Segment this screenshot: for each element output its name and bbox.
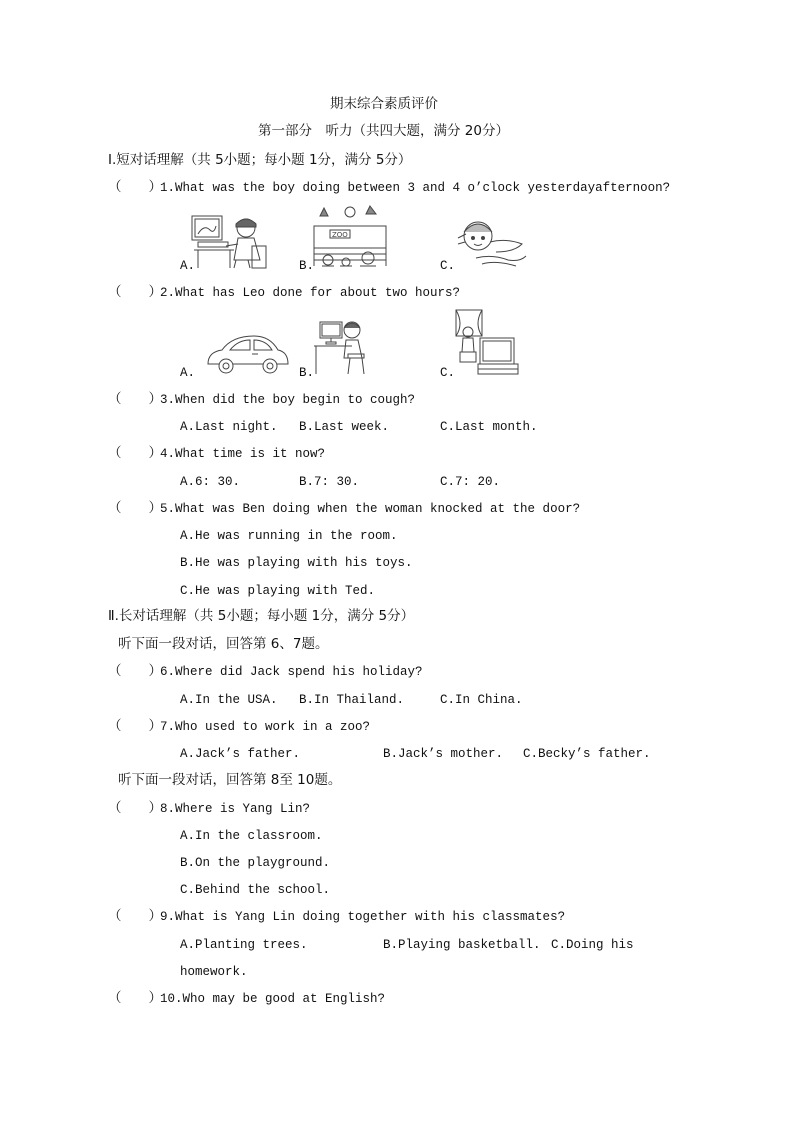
q7-option-b[interactable]: B.Jack’s mother.: [383, 747, 504, 761]
question-6-stem: 6.Where did Jack spend his holiday?: [160, 665, 423, 679]
q3-option-a[interactable]: A.Last night.: [180, 420, 278, 434]
q5-option-c[interactable]: C.He was playing with Ted.: [180, 584, 376, 598]
q9-option-b[interactable]: B.Playing basketball.: [383, 938, 541, 952]
q7-option-c[interactable]: C.Becky’s father.: [523, 747, 651, 761]
question-10-stem: 10.Who may be good at English?: [160, 992, 386, 1006]
svg-text:ZOO: ZOO: [332, 231, 348, 239]
question-2-stem: 2.What has Leo done for about two hours?: [160, 286, 461, 300]
q8-option-b[interactable]: B.On the playground.: [180, 856, 331, 870]
q9-option-c[interactable]: C.Doing his: [551, 938, 634, 952]
q9-option-a[interactable]: A.Planting trees.: [180, 938, 308, 952]
section-2-instruction-1: 听下面一段对话，回答第 6、7题。: [118, 636, 329, 652]
answer-blank-6[interactable]: （ ）: [108, 663, 162, 679]
q3-option-b[interactable]: B.Last week.: [299, 420, 390, 434]
q4-option-c[interactable]: C.7: 20.: [440, 475, 501, 489]
answer-blank-1[interactable]: （ ）: [108, 179, 162, 195]
q6-option-a[interactable]: A.In the USA.: [180, 693, 278, 707]
q8-option-a[interactable]: A.In the classroom.: [180, 829, 323, 843]
q5-option-b[interactable]: B.He was playing with his toys.: [180, 556, 413, 570]
q6-option-b[interactable]: B.In Thailand.: [299, 693, 405, 707]
question-8-stem: 8.Where is Yang Lin?: [160, 802, 311, 816]
section-2-instruction-2: 听下面一段对话，回答第 8至 10题。: [118, 772, 342, 788]
question-3-stem: 3.When did the boy begin to cough?: [160, 393, 416, 407]
car-illustration: [204, 332, 290, 376]
q6-option-c[interactable]: C.In China.: [440, 693, 523, 707]
q7-option-a[interactable]: A.Jack’s father.: [180, 747, 301, 761]
q9-option-c-continued: homework.: [180, 965, 248, 979]
q5-option-a[interactable]: A.He was running in the room.: [180, 529, 398, 543]
answer-blank-3[interactable]: （ ）: [108, 391, 162, 407]
answer-blank-9[interactable]: （ ）: [108, 908, 162, 924]
answer-blank-4[interactable]: （ ）: [108, 445, 162, 461]
page-title: 期末综合素质评价: [330, 96, 438, 112]
q2-option-b[interactable]: B.: [299, 366, 315, 380]
section-2-heading: Ⅱ.长对话理解（共 5小题；每小题 1分，满分 5分）: [108, 608, 415, 624]
q3-option-c[interactable]: C.Last month.: [440, 420, 538, 434]
question-7-stem: 7.Who used to work in a zoo?: [160, 720, 371, 734]
q1-option-b[interactable]: B.: [299, 259, 315, 273]
answer-blank-5[interactable]: （ ）: [108, 500, 162, 516]
swimming-child-illustration: [456, 214, 528, 272]
q2-option-a[interactable]: A.: [180, 366, 196, 380]
answer-blank-7[interactable]: （ ）: [108, 718, 162, 734]
q2-option-c[interactable]: C.: [440, 366, 456, 380]
zoo-animals-illustration: [310, 204, 390, 270]
tv-room-illustration: [452, 308, 522, 378]
question-4-stem: 4.What time is it now?: [160, 447, 326, 461]
answer-blank-2[interactable]: （ ）: [108, 284, 162, 300]
q4-option-a[interactable]: A.6: 30.: [180, 475, 241, 489]
question-9-stem: 9.What is Yang Lin doing together with his classmates?: [160, 910, 566, 924]
q1-option-a[interactable]: A.: [180, 259, 196, 273]
answer-blank-10[interactable]: （ ）: [108, 990, 162, 1006]
part-subtitle: 第一部分 听力（共四大题，满分 20分）: [258, 123, 509, 139]
section-1-heading: Ⅰ.短对话理解（共 5小题；每小题 1分，满分 5分）: [108, 152, 412, 168]
q8-option-c[interactable]: C.Behind the school.: [180, 883, 331, 897]
q4-option-b[interactable]: B.7: 30.: [299, 475, 360, 489]
question-5-stem: 5.What was Ben doing when the woman knocked at the door?: [160, 502, 581, 516]
q1-option-c[interactable]: C.: [440, 259, 456, 273]
question-1-stem: 1.What was the boy doing between 3 and 4 o’clock yesterdayafternoon?: [160, 181, 671, 195]
boy-computer-illustration: [190, 212, 268, 270]
boy-at-desk-illustration: [312, 318, 368, 378]
answer-blank-8[interactable]: （ ）: [108, 800, 162, 816]
